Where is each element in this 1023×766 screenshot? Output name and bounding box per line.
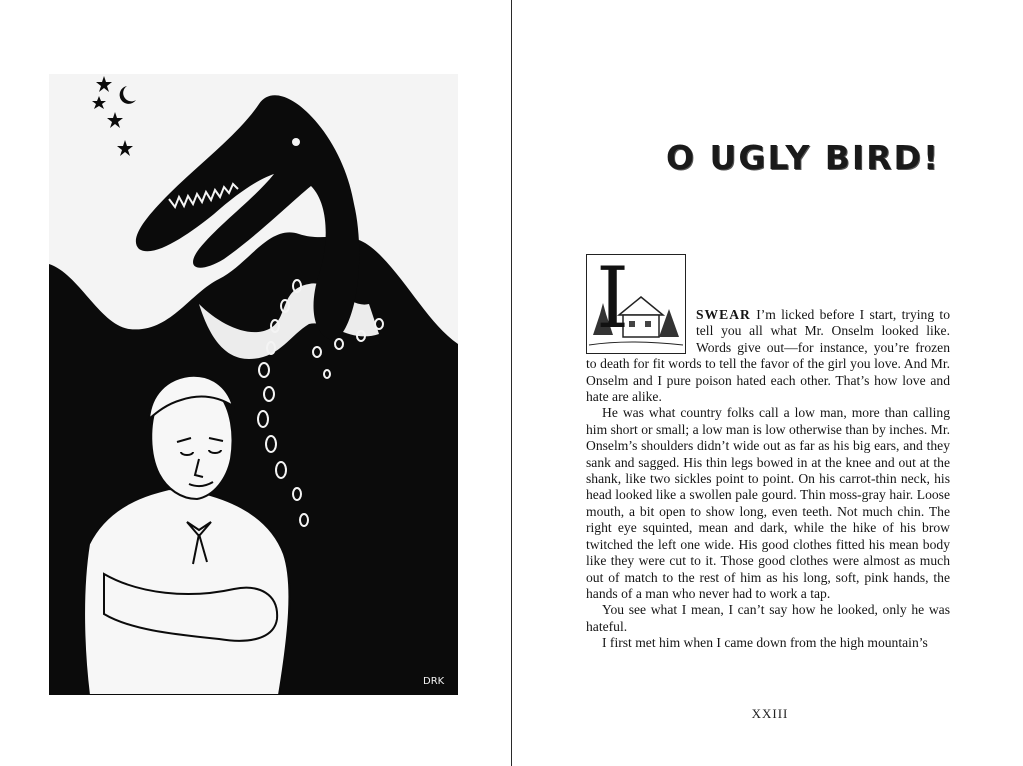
book-gutter [511,0,512,766]
chapter-body [586,249,950,652]
paragraph: I first met him when I came down from the high mountain’s [602,635,928,651]
lead-in-word: SWEAR [696,307,751,322]
paragraph [586,249,950,405]
paragraph-text: I’m licked before I start, trying to tell you all what Mr. Onselm looked like. Words give out—for instance, you’re frozen to death for fit words to tell the favor of the girl you love. And Mr. Onselm and I pure poison hated each other. That’s how love and hate are alike. [586,307,950,405]
chapter-illustration [49,74,458,695]
paragraph: He was what country folks call a low man, more than calling him short or small; a low man is low otherwise than by inches. Mr. Onselm’s shoulders didn’t wide out as far as his big ears, and they sank and sagged. His thin legs bowed in at the knee and out at the shank, like two sickles point to point. On his carrot-thin neck, his head looked like a swollen pale gourd. Thin moss-gray hair. Loose mouth, a bit open to show long, even teeth. Not much chin. The right eye squinted, mean and dark, while the hike of his brow twitched the left one wide. His good clothes fitted his mean body like they were cut to it. Those good clothes were almost as much out of match to the rest of him as his long, soft, pink hands, the hands of a man who never had to work a tap. [586,405,950,601]
chapter-title: O UGLY BIRD! [666,138,940,177]
artist-signature: DRK [423,676,445,687]
drop-cap-letter: I [596,249,630,347]
paragraph: You see what I mean, I can’t say how he looked, only he was hateful. [586,602,950,634]
page-number: XXIII [751,706,789,721]
bird-eye [292,138,300,146]
drop-cap [586,249,686,354]
